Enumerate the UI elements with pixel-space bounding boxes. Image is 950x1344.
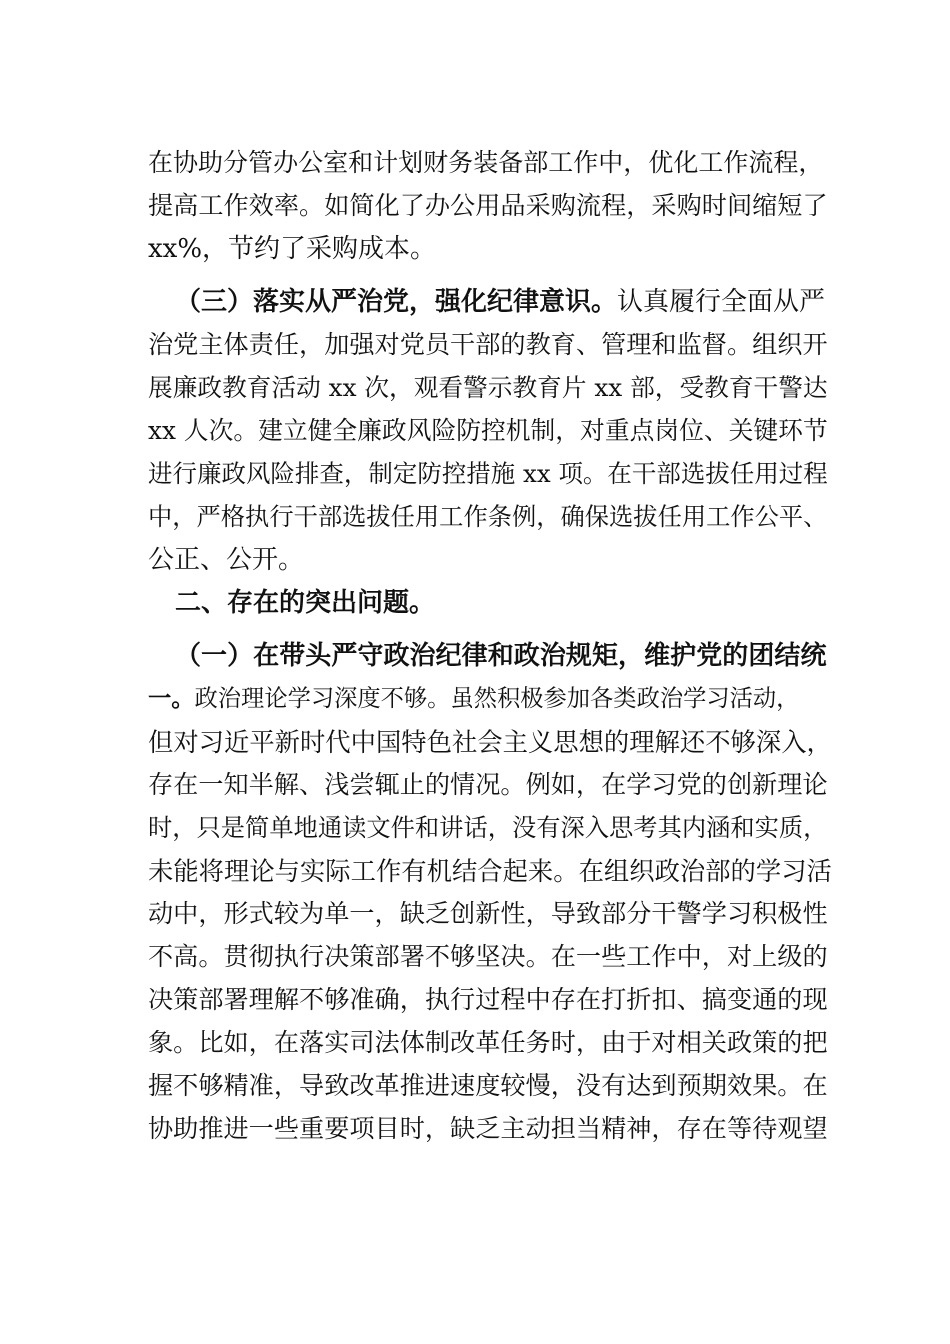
paragraph-line [148, 140, 824, 186]
paragraph-line [148, 977, 828, 1023]
paragraph-line [148, 1106, 828, 1152]
line-text: 但对习近平新时代中国特色社会主义思想的理解还不够深入， [148, 727, 832, 757]
line-text: 中，严格执行干部选拔任用工作条例，确保选拔任用工作公平、 [148, 502, 828, 531]
line-text: xx 人次。建立健全廉政风险防控机制，对重点岗位、关键环节 [148, 416, 828, 445]
line-text: 政治理论学习深度不够。虽然积极参加各类政治学习活动， [194, 685, 800, 712]
paragraph-line [148, 719, 832, 765]
paragraph-line [148, 537, 832, 583]
paragraph-line [148, 494, 828, 540]
line-text: 公正、公开。 [148, 545, 305, 575]
paragraph-line [148, 322, 828, 368]
line-text: 展廉政教育活动 xx 次，观看警示教育片 xx 部，受教育干警达 [148, 373, 828, 402]
paragraph-line [148, 762, 828, 808]
problem-one-title-end: 一。 [148, 685, 195, 712]
section-three-first-line [175, 279, 827, 325]
paragraph-line [148, 451, 828, 497]
paragraph-line [148, 408, 828, 454]
line-text: 治党主体责任，加强对党员干部的教育、管理和监督。组织开 [148, 330, 828, 359]
paragraph-line [148, 1020, 828, 1066]
problem-one-second-line [148, 676, 800, 722]
section-three-title: （三）落实从严治党，强化纪律意识。 [175, 287, 618, 317]
paragraph-line [148, 365, 828, 411]
line-text: 动中，形式较为单一，缺乏创新性，导致部分干警学习积极性 [148, 899, 828, 928]
paragraph-line [148, 891, 828, 937]
line-text: 决策部署理解不够准确，执行过程中存在打折扣、搞变通的现 [148, 985, 828, 1014]
heading-text: 二、存在的突出问题。 [175, 588, 436, 618]
paragraph-line [148, 848, 832, 894]
section-heading-two [175, 580, 851, 626]
problem-one-title: （一）在带头严守政治纪律和政治规矩，维护党的团结统 [175, 641, 827, 671]
line-text: 协助推进一些重要项目时，缺乏主动担当精神，存在等待观望 [148, 1114, 828, 1143]
line-text: 握不够精准，导致改革推进速度较慢，没有达到预期效果。在 [148, 1071, 828, 1100]
line-text: 时，只是简单地通读文件和讲话，没有深入思考其内涵和实质， [148, 813, 828, 842]
line-text: 不高。贯彻执行决策部署不够坚决。在一些工作中，对上级的 [148, 942, 828, 971]
line-text: 进行廉政风险排查，制定防控措施 xx 项。在干部选拔任用过程 [148, 459, 828, 488]
problem-one-title-line [175, 633, 827, 679]
line-text: 在协助分管办公室和计划财务装备部工作中，优化工作流程， [148, 148, 824, 177]
line-text: 存在一知半解、浅尝辄止的情况。例如，在学习党的创新理论 [148, 770, 828, 799]
paragraph-line [148, 805, 828, 851]
line-text: 认真履行全面从严 [617, 287, 826, 317]
paragraph-line [148, 934, 828, 980]
paragraph-line [148, 226, 824, 272]
line-text: 提高工作效率。如简化了办公用品采购流程，采购时间缩短了 [148, 191, 828, 220]
paragraph-line [148, 183, 828, 229]
line-text: xx%，节约了采购成本。 [148, 234, 437, 264]
line-text: 未能将理论与实际工作有机结合起来。在组织政治部的学习活 [148, 856, 832, 886]
line-text: 象。比如，在落实司法体制改革任务时，由于对相关政策的把 [148, 1028, 828, 1057]
paragraph-line [148, 1063, 828, 1109]
